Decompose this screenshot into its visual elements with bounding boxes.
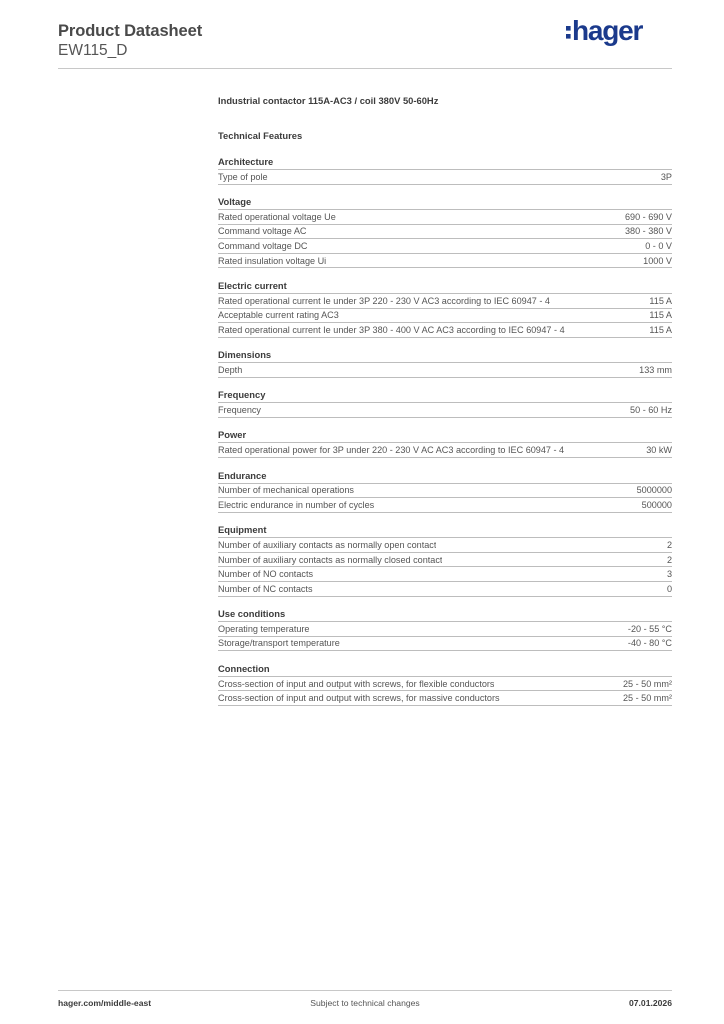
- logo-dot-top: [566, 26, 571, 31]
- header-divider: [58, 68, 672, 69]
- spec-label: Number of auxiliary contacts as normally closed contact: [218, 554, 443, 565]
- spec-label: Operating temperature: [218, 623, 310, 634]
- spec-label: Number of NC contacts: [218, 583, 313, 594]
- spec-row: [218, 622, 672, 637]
- product-description: Industrial contactor 115A-AC3 / coil 380V 50-60Hz: [218, 95, 439, 106]
- section-title: Dimensions: [218, 349, 672, 363]
- spec-value: 690 - 690 V: [624, 211, 672, 222]
- technical-features-heading: Technical Features: [218, 130, 303, 141]
- footer-divider: [58, 990, 672, 991]
- section-architecture: [218, 156, 672, 185]
- spec-row: [218, 691, 672, 706]
- spec-row: [218, 323, 672, 338]
- spec-row: [218, 239, 672, 254]
- logo-dot-bottom: [566, 34, 571, 39]
- section-dimensions: [218, 349, 672, 378]
- datasheet-body: [218, 95, 672, 706]
- spec-label: Rated operational voltage Ue: [218, 211, 336, 222]
- spec-label: Command voltage DC: [218, 241, 308, 252]
- spec-label: Storage/transport temperature: [218, 638, 340, 649]
- spec-label: Number of auxiliary contacts as normally open contact: [218, 540, 437, 551]
- document-title: Product Datasheet: [58, 22, 203, 40]
- document-header: [58, 21, 202, 60]
- section-title: Frequency: [218, 389, 672, 403]
- section-title: Use conditions: [218, 608, 672, 622]
- spec-row: [218, 567, 672, 582]
- section-title: Endurance: [218, 470, 672, 484]
- spec-value: -20 - 55 °C: [627, 623, 672, 634]
- spec-row: [218, 170, 672, 185]
- section-equipment: [218, 524, 672, 596]
- spec-value: 133 mm: [639, 365, 672, 376]
- spec-label: Rated operational power for 3P under 220 - 230 V AC AC3 according to IEC 60947 - 4: [218, 445, 565, 456]
- spec-label: Cross-section of input and output with screws, for flexible conductors: [218, 678, 495, 689]
- spec-value: 25 - 50 mm²: [622, 693, 672, 704]
- spec-row: [218, 309, 672, 324]
- section-power: [218, 429, 672, 458]
- section-use-conditions: [218, 608, 672, 651]
- spec-value: 3P: [660, 171, 672, 182]
- footer-date: 07.01.2026: [628, 998, 672, 1008]
- section-frequency: [218, 389, 672, 418]
- spec-label: Acceptable current rating AC3: [218, 310, 339, 321]
- spec-row: [218, 210, 672, 225]
- spec-label: Rated operational current Ie under 3P 380 - 400 V AC AC3 according to IEC 60947 - 4: [218, 324, 565, 335]
- section-title: Power: [218, 429, 672, 443]
- spec-value: 115 A: [649, 310, 672, 321]
- section-title: Architecture: [218, 156, 672, 170]
- spec-row: [218, 363, 672, 378]
- spec-label: Command voltage AC: [218, 226, 307, 237]
- spec-row: [218, 637, 672, 652]
- spec-row: [218, 294, 672, 309]
- section-title: Connection: [218, 663, 672, 677]
- spec-row: [218, 582, 672, 597]
- spec-value: 115 A: [649, 295, 672, 306]
- spec-value: 50 - 60 Hz: [630, 405, 672, 416]
- spec-value: 0: [666, 583, 672, 594]
- spec-value: 5000000: [636, 485, 672, 496]
- spec-row: [218, 498, 672, 513]
- spec-row: [218, 677, 672, 692]
- spec-value: 30 kW: [646, 445, 672, 456]
- footer-website[interactable]: hager.com/middle-east: [58, 998, 152, 1008]
- spec-row: [218, 553, 672, 568]
- spec-row: [218, 403, 672, 418]
- spec-value: 25 - 50 mm²: [622, 678, 672, 689]
- spec-label: Frequency: [218, 405, 261, 416]
- spec-row: [218, 254, 672, 269]
- section-title: Voltage: [218, 196, 672, 210]
- spec-row: [218, 538, 672, 553]
- logo-wordmark: hager: [572, 15, 643, 46]
- spec-label: Electric endurance in number of cycles: [218, 499, 375, 510]
- spec-row: [218, 484, 672, 499]
- section-connection: [218, 663, 672, 706]
- spec-value: 500000: [641, 499, 672, 510]
- spec-label: Rated operational current Ie under 3P 220 - 230 V AC3 according to IEC 60947 - 4: [218, 295, 550, 306]
- hager-logo: [566, 13, 658, 49]
- footer-notice: Subject to technical changes: [310, 998, 420, 1008]
- spec-row: [218, 443, 672, 458]
- spec-value: 2: [666, 554, 672, 565]
- section-voltage: [218, 196, 672, 268]
- spec-label: Cross-section of input and output with screws, for massive conductors: [218, 693, 500, 704]
- product-reference: EW115_D: [58, 42, 128, 59]
- spec-value: 0 - 0 V: [645, 241, 672, 252]
- spec-label: Depth: [218, 365, 243, 376]
- spec-value: 3: [666, 569, 672, 580]
- spec-value: 380 - 380 V: [624, 226, 672, 237]
- section-title: Electric current: [218, 280, 672, 294]
- spec-row: [218, 225, 672, 240]
- spec-label: Number of mechanical operations: [218, 485, 354, 496]
- section-title: Equipment: [218, 524, 672, 538]
- spec-label: Type of pole: [218, 171, 268, 182]
- spec-value: 115 A: [649, 324, 672, 335]
- spec-value: 2: [666, 540, 672, 551]
- spec-label: Number of NO contacts: [218, 569, 314, 580]
- section-electric-current: [218, 280, 672, 338]
- spec-value: -40 - 80 °C: [627, 638, 672, 649]
- spec-label: Rated insulation voltage Ui: [218, 255, 327, 266]
- spec-value: 1000 V: [643, 255, 672, 266]
- section-endurance: [218, 470, 672, 513]
- feature-sections: [218, 156, 672, 706]
- page-footer: [58, 998, 672, 1010]
